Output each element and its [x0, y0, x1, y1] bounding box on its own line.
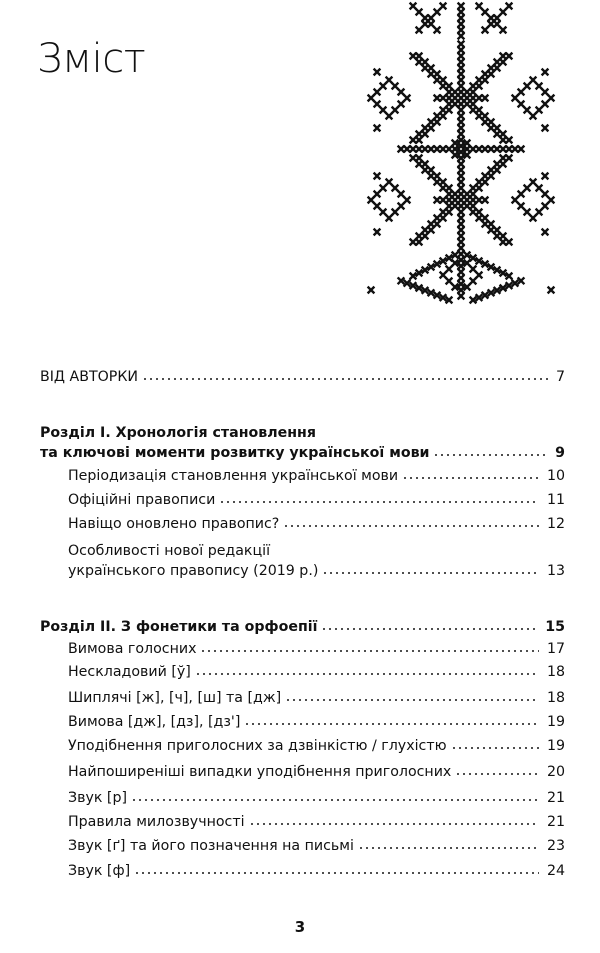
dot-leader: [131, 798, 539, 802]
toc-entry-label: Правила милозвучності: [68, 814, 245, 830]
toc-page-number: 10: [546, 468, 565, 484]
toc-entry[interactable]: [68, 837, 565, 855]
dot-leader: [321, 627, 537, 631]
dot-leader: [358, 846, 539, 850]
toc-page-number: 21: [546, 814, 565, 830]
dot-leader: [433, 453, 547, 457]
toc-entry-label: Звук [р]: [68, 790, 128, 806]
toc-entry-label: Звук [ф]: [68, 863, 131, 879]
toc-entry-label: Уподібнення приголосних за дзвінкістю / глухістю: [68, 738, 447, 754]
dot-leader: [455, 772, 539, 776]
dot-leader: [451, 746, 539, 750]
toc-entry-label: ВІД АВТОРКИ: [40, 369, 139, 385]
toc-page-number: 11: [546, 492, 565, 508]
toc-entry[interactable]: [68, 789, 565, 807]
dot-leader: [195, 672, 539, 676]
toc-page-number: 23: [546, 838, 565, 854]
toc-section-2[interactable]: [40, 618, 565, 636]
toc-entry-label: українського правопису (2019 р.): [68, 563, 319, 579]
toc-entry[interactable]: [68, 713, 565, 731]
toc-entry-label: Вимова голосних: [68, 641, 197, 657]
dot-leader: [244, 722, 539, 726]
toc-page-number: 18: [546, 664, 565, 680]
dot-leader: [249, 822, 539, 826]
section-1-title-line1: Розділ I. Хронологія становлення: [40, 425, 316, 441]
toc-entry-label: Періодизація становлення української мови: [68, 468, 399, 484]
section-2-title: Розділ II. З фонетики та орфоепії: [40, 619, 318, 635]
toc-entry[interactable]: [68, 515, 565, 533]
page-number: 3: [294, 918, 306, 936]
dot-leader: [219, 500, 539, 504]
toc-entry-label: Вимова [дж], [дз], [дз']: [68, 714, 241, 730]
toc-entry-label-line1: Особливості нової редакції: [68, 543, 271, 559]
toc-page-number: 13: [546, 563, 565, 579]
toc-entry[interactable]: [68, 763, 565, 781]
toc-entry-label: Нескладовий [ў]: [68, 664, 191, 680]
toc-entry[interactable]: [68, 689, 565, 707]
toc-entry-label: Звук [ґ] та його позначення на письмі: [68, 838, 354, 854]
page-title: Зміст: [37, 36, 146, 82]
toc-page-number: 21: [546, 790, 565, 806]
toc-page-number: 17: [546, 641, 565, 657]
dot-leader: [402, 476, 539, 480]
toc-page-number: 24: [546, 863, 565, 879]
dot-leader: [200, 649, 538, 653]
toc-entry-from-author[interactable]: [40, 368, 565, 386]
cross-stitch-ornament-icon: [366, 0, 556, 310]
toc-entry-label: Навіщо оновлено правопис?: [68, 516, 280, 532]
dot-leader: [285, 698, 539, 702]
toc-page-number: 19: [546, 714, 565, 730]
section-1-title-line2: та ключові моменти розвитку української мови: [40, 445, 430, 461]
toc-page-number: 18: [546, 690, 565, 706]
toc-page-number: 19: [546, 738, 565, 754]
toc-page-number: 20: [546, 764, 565, 780]
toc-entry[interactable]: [68, 813, 565, 831]
toc-entry[interactable]: [68, 737, 565, 755]
toc-page-number: 12: [546, 516, 565, 532]
toc-entry-label: Шиплячі [ж], [ч], [ш] та [дж]: [68, 690, 282, 706]
toc-entry[interactable]: [68, 562, 565, 580]
toc-page-number: 7: [555, 369, 565, 385]
dot-leader: [322, 571, 539, 575]
toc-entry[interactable]: [68, 640, 565, 658]
dot-leader: [142, 377, 548, 381]
toc-entry[interactable]: [68, 491, 565, 509]
dot-leader: [283, 524, 539, 528]
toc-page-number: 9: [555, 445, 565, 461]
toc-entry[interactable]: [68, 467, 565, 485]
toc-page-number: 15: [545, 619, 565, 635]
toc-entry-label: Найпоширеніші випадки уподібнення приголосних: [68, 764, 452, 780]
toc-entry[interactable]: [68, 663, 565, 681]
dot-leader: [134, 871, 539, 875]
toc-section-1[interactable]: [40, 444, 565, 462]
toc-entry[interactable]: [68, 862, 565, 880]
toc-entry-label: Офіційні правописи: [68, 492, 216, 508]
